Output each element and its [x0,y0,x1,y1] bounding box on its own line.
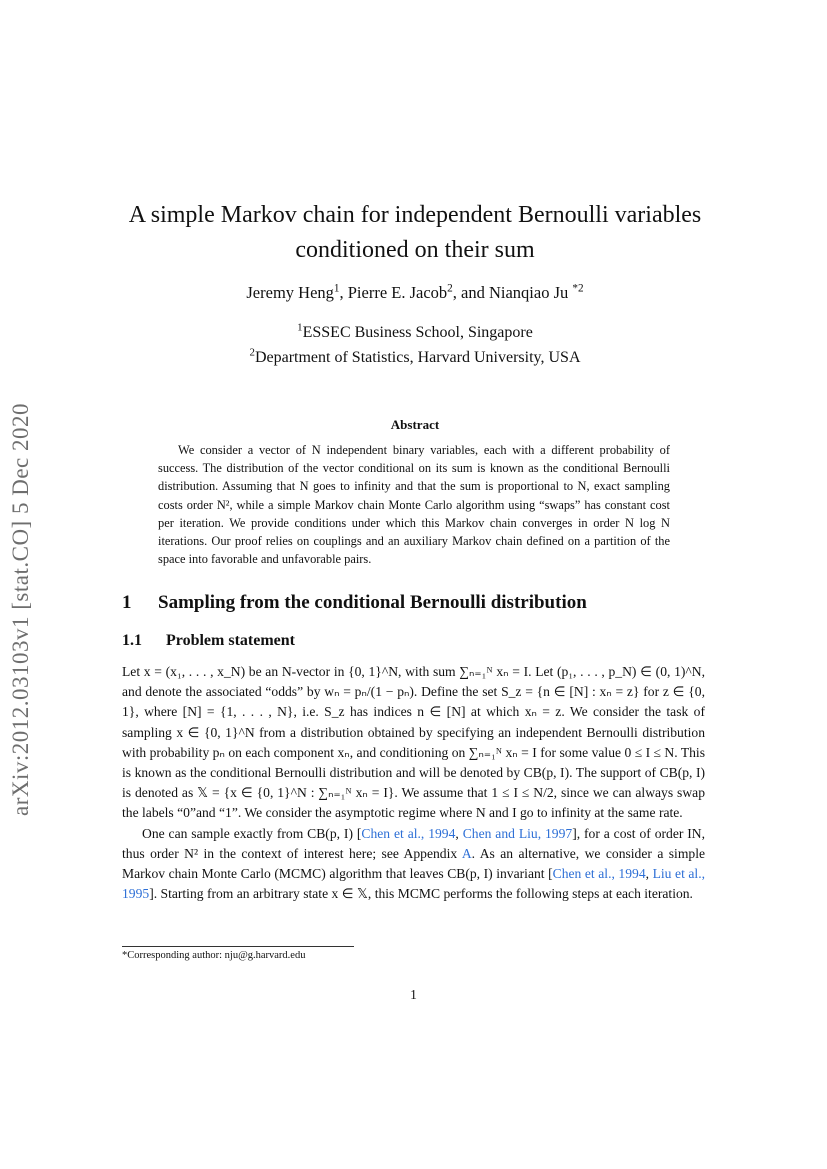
affiliations [100,320,730,370]
arxiv-identifier-stamp: arXiv:2012.03103v1 [stat.CO] 5 Dec 2020 [8,403,33,817]
title-line-1: A simple Markov chain for independent Bernoulli variables [128,202,702,228]
paragraph-problem-statement: Let x = (x₁, . . . , x_N) be an N-vector in {0, 1}^N, with sum ∑ₙ₌₁ᴺ xₙ = I. Let (p₁, . . . , p_N) ∈ (0, 1)^N, and denote the associated “odds” by wₙ = pₙ/(1 − pₙ). Define the set S_z = {n ∈ [N] : xₙ = z} for z ∈ {0, 1}, where [N] = {1, . . . , N}, i.e. S_z has indices n ∈ [N] at which xₙ = z. We consider the task of sampling x ∈ {0, 1}^N from a distribution obtained by specifying an independent Bernoulli distribution with probability pₙ on each component xₙ, and conditioning on ∑ₙ₌₁ᴺ xₙ = I for some value 0 ≤ I ≤ N. This is known as the conditional Bernoulli distribution and will be denoted by CB(p, I). The support of CB(p, I) is denoted as 𝕏 = {x ∈ {0, 1}^N : ∑ₙ₌₁ᴺ xₙ = I}. We assume that 1 ≤ I ≤ N/2, since we can always swap the labels “0”and “1”. We consider the asymptotic regime where N and I go to infinity at the same rate. [122,664,705,821]
citation-link[interactable]: Chen et al., 1994 [552,866,646,882]
body-text [122,662,705,904]
section-number: 1 [122,592,132,613]
subsection-heading [122,632,722,650]
affiliation-2 [100,345,730,370]
citation-link[interactable]: Chen and Liu, 1997 [462,825,573,841]
affiliation-1-text: ESSEC Business School, Singapore [302,324,533,341]
paragraph-text: , [455,825,463,841]
author-list: Jeremy Heng$^1$, Pierre E. Jacob$^2$, and Nianqiao Ju $^{*2}$ [246,282,584,302]
paper-title [90,198,740,268]
author-2: Pierre E. Jacob [347,283,448,302]
author-1-mark: 1 [333,282,340,295]
affiliation-2-mark: 2 [249,346,255,359]
author-3: and Nianqiao Ju [461,283,569,302]
title-line-2: conditioned on their sum [295,237,535,263]
citation-link[interactable]: Chen et al., 1994 [361,825,456,841]
paragraph-sampling [122,824,705,905]
paragraph-text: , [645,866,653,882]
paragraph-text: One can sample exactly from CB(p, I) [ [142,825,362,841]
paragraph-text: ]. Starting from an arbitrary state x ∈ 𝕏, this MCMC performs the following steps at each iteration. [149,886,693,902]
author-1: Jeremy Heng [246,283,334,302]
footnote-divider [122,946,354,947]
footnote-corresponding-author: *Corresponding author: nju@g.harvard.edu [122,950,306,961]
appendix-link[interactable]: A [461,845,472,861]
paragraph-text: . As an alternative, we consider a simple Markov chain Monte Carlo (MCMC) algorithm that leaves CB(p, I) invariant [ [122,845,705,882]
page-number: 1 [410,987,417,1002]
paragraph-text: ], for a cost of order IN, thus order N² in the context of interest here; see Appendix [122,825,706,861]
subsection-number: 1.1 [122,632,142,649]
citation-link[interactable]: Liu et al., 1995 [122,866,706,902]
subsection-title: Problem statement [166,632,295,649]
affiliation-1 [100,320,730,345]
section-heading [122,592,722,614]
affiliation-1-mark: 1 [297,321,303,334]
abstract-text: We consider a vector of N independent binary variables, each with a different probability of success. The distribution of the vector conditional on its sum is known as the conditional Bernoulli distribution. Assuming that N goes to infinity and that the sum is proportional to N, exact sampling costs order N², while a simple Markov chain Monte Carlo algorithm using “swaps” has constant cost per iteration. We provide conditions under which this Markov chain converges in order N log N iterations. Our proof relies on couplings and an auxiliary Markov chain defined on a partition of the space into favorable and unfavorable pairs. [158,443,670,567]
abstract-heading: Abstract [390,417,440,432]
affiliation-2-text: Department of Statistics, Harvard University, USA [254,349,581,366]
section-title: Sampling from the conditional Bernoulli distribution [158,592,587,613]
author-2-mark: 2 [447,282,453,295]
author-3-mark: *2 [572,282,584,295]
